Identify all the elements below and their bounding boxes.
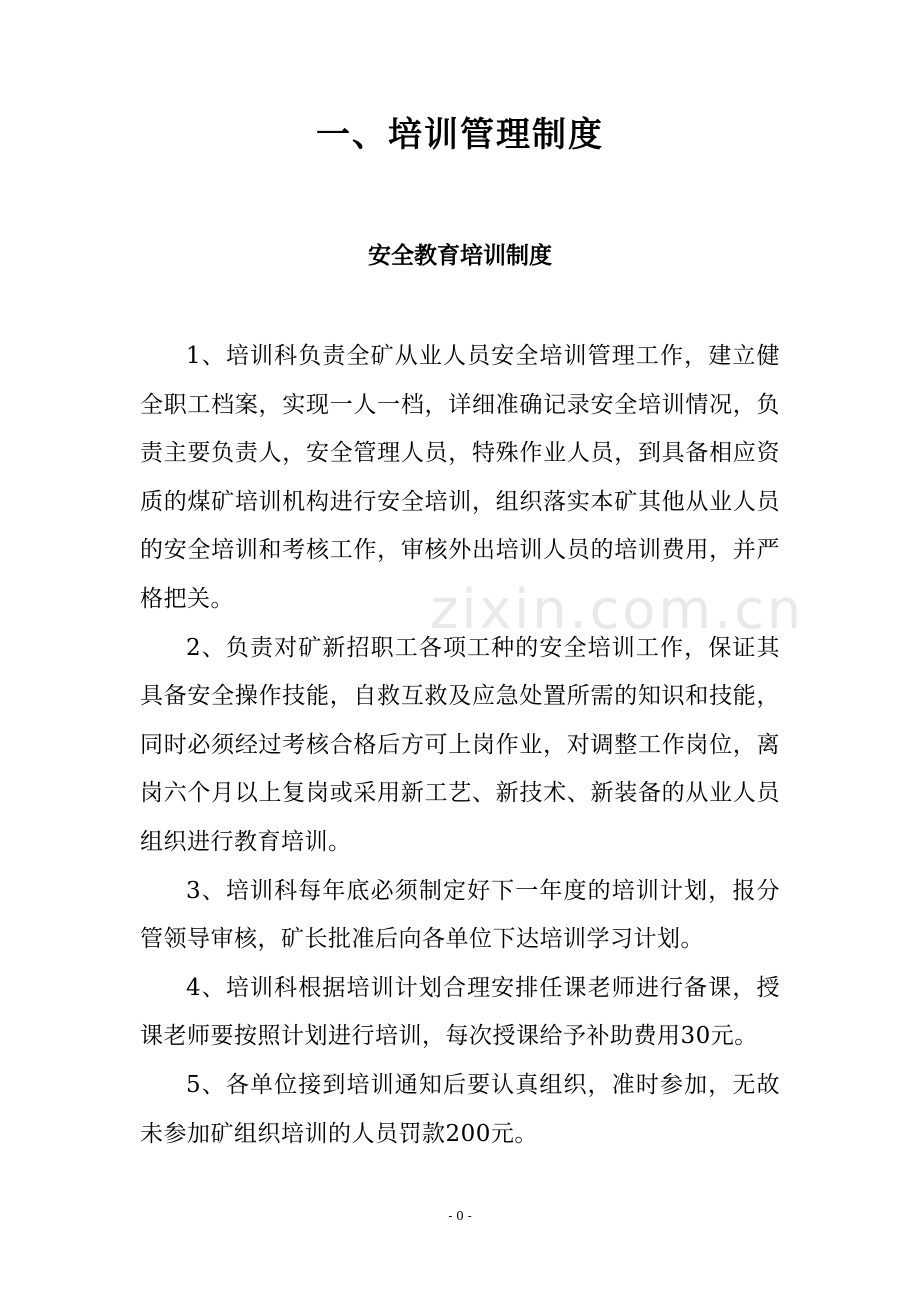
paragraph-4: 4、培训科根据培训计划合理安排任课老师进行备课，授课老师要按照计划进行培训，每次授课给予补助费用30元。 <box>140 974 780 1050</box>
body-text <box>140 332 780 1158</box>
paragraph-3: 3、培训科每年底必须制定好下一年度的培训计划，报分管领导审核，矿长批准后向各单位下达培训学习计划。 <box>140 877 780 953</box>
page-title: 一、培训管理制度 <box>316 115 604 155</box>
page-number: - 0 - <box>448 1209 472 1223</box>
section-title: 安全教育培训制度 <box>368 242 552 269</box>
paragraph-1: 1、培训科负责全矿从业人员安全培训管理工作，建立健全职工档案，实现一人一档，详细准确记录安全培训情况，负责主要负责人，安全管理人员，特殊作业人员，到具备相应资质的煤矿培训机构进行安全培训，组织落实本矿其他从业人员的安全培训和考核工作，审核外出培训人员的培训费用，并严格把关。 <box>140 343 780 612</box>
paragraph-5: 5、各单位接到培训通知后要认真组织，准时参加，无故未参加矿组织培训的人员罚款200元。 <box>140 1071 780 1147</box>
watermark: zixin.com.cn <box>430 578 805 641</box>
paragraph-2: 2、负责对矿新招职工各项工种的安全培训工作，保证其具备安全操作技能，自救互救及应急处置所需的知识和技能，同时必须经过考核合格后方可上岗作业，对调整工作岗位，离岗六个月以上复岗或采用新工艺、新技术、新装备的从业人员组织进行教育培训。 <box>140 634 780 855</box>
